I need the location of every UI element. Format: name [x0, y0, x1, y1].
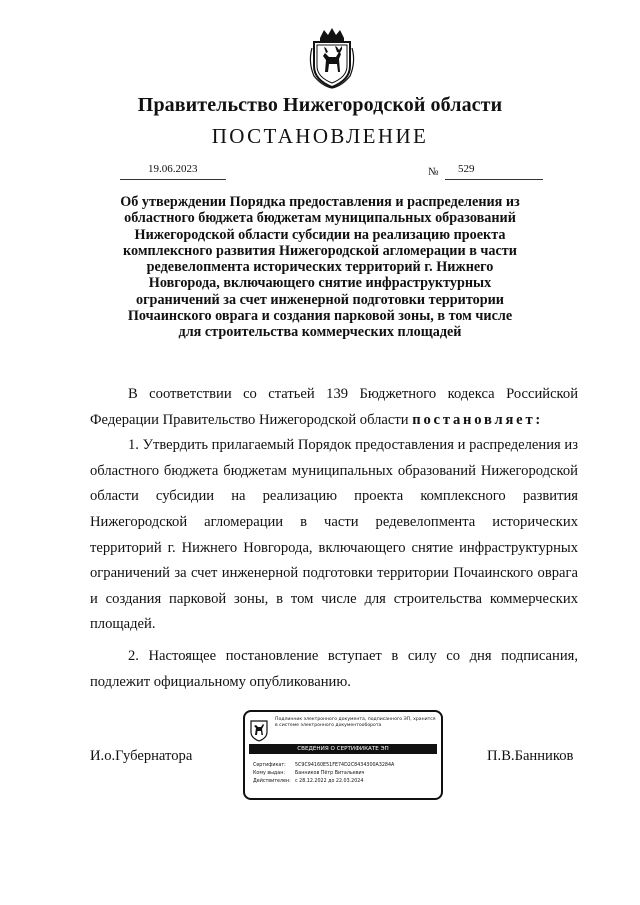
certificate-title: СВЕДЕНИЯ О СЕРТИФИКАТЕ ЭП [249, 744, 437, 754]
decree-word: постановляет: [412, 411, 544, 428]
signer-position: И.о.Губернатора [90, 748, 193, 764]
government-title: Правительство Нижегородской области [137, 94, 503, 116]
signature-certificate-stamp [243, 710, 443, 800]
document-number: 529 [458, 163, 475, 175]
document-subject: Об утверждении Порядка предоставления и распределения из областного бюджета бюджетам муниципальных образований Нижегородской области субсидии на реализацию проекта комплексного развития Нижегородской агломерации в части редевелопмента исторических территорий г. Нижнего Новгорода, включающего снятие инфраструктурных ограничений за счет инженерной подготовки территории Почаинского оврага и создания парковой зоны, в том числе для строительства коммерческих площадей [120, 194, 520, 341]
certificate-details [253, 762, 435, 785]
certificate-row [253, 770, 435, 778]
document-date: 19.06.2023 [148, 163, 198, 175]
preamble-paragraph [90, 382, 578, 433]
document-body [90, 382, 578, 695]
certificate-row-label: Действителен: [253, 778, 291, 784]
document-kind: ПОСТАНОВЛЕНИЕ [211, 124, 429, 148]
certificate-notice: Подлинник электронного документа, подписанного ЭП, хранится в системе электронного документооборота [275, 717, 436, 728]
item-2: 2. Настоящее постановление вступает в силу со дня подписания, подлежит официальному опубликованию. [90, 647, 578, 690]
certificate-row [253, 762, 435, 770]
preamble-text: В соответствии со статьей 139 Бюджетного кодекса Российской Федерации Правительство Нижегородской области [90, 386, 578, 428]
signer-name: П.В.Банников [487, 748, 574, 764]
certificate-row-value: 5C9C94160E51FE74D2C8434300A3284A [295, 763, 395, 768]
certificate-row [253, 778, 435, 786]
certificate-row-label: Кому выдан: [253, 770, 285, 776]
number-sign: № [428, 166, 439, 178]
certificate-row-value: с 28.12.2022 до 22.03.2024 [295, 778, 364, 784]
certificate-row-value: Банников Пётр Витальевич [295, 770, 365, 776]
coat-of-arms-icon [249, 718, 269, 742]
certificate-row-label: Сертификат: [253, 763, 286, 768]
coat-of-arms-icon [306, 26, 358, 90]
item-1: 1. Утвердить прилагаемый Порядок предоставления и распределения из областного бюджета бюджетам муниципальных образований Нижегородской области субсидии на реализацию проекта комплексного развития Нижегородской агломерации в части редевелопмента исторических территорий г. Нижнего Новгорода, включающего снятие инфраструктурных ограничений за счет инженерной подготовки территории Почаинского оврага и создания парковой зоны, в том числе для строительства коммерческих площадей. [90, 437, 578, 633]
